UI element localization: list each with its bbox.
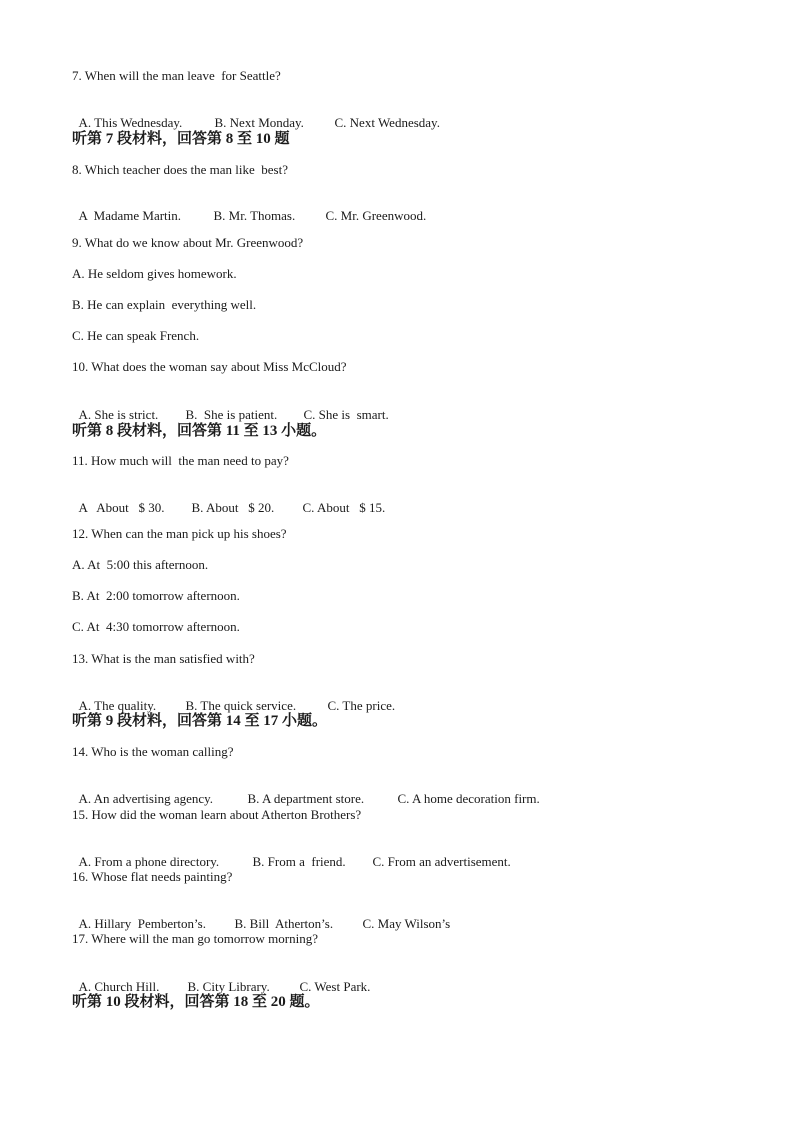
q9-option-a: A. He seldom gives homework. [72, 266, 237, 281]
question-15: 15. How did the woman learn about Atherton Brothers? [72, 807, 362, 822]
question-13-options [72, 682, 395, 714]
question-9: 9. What do we know about Mr. Greenwood? [72, 235, 304, 250]
question-11: 11. How much will the man need to pay? [72, 453, 289, 468]
question-17: 17. Where will the man go tomorrow morning? [72, 931, 318, 946]
q15-option-a: A. From a phone directory. [78, 854, 220, 869]
question-10-options [72, 391, 389, 423]
q15-option-b: B. From a friend. [252, 854, 346, 869]
q10-option-c: C. She is smart. [303, 407, 389, 422]
section-10-heading: 听第 10 段材料，回答第 18 至 20 题。 [72, 994, 320, 1010]
q12-option-a: A. At 5:00 this afternoon. [72, 557, 209, 572]
question-14-options [72, 775, 540, 807]
question-8: 8. Which teacher does the man like best? [72, 162, 288, 177]
question-17-options [72, 963, 370, 995]
q17-option-b: B. City Library. [187, 979, 270, 994]
q8-option-b: B. Mr. Thomas. [213, 208, 296, 223]
question-14: 14. Who is the woman calling? [72, 744, 234, 759]
q10-option-a: A. She is strict. [78, 407, 159, 422]
q14-option-c: C. A home decoration firm. [397, 791, 540, 806]
q13-option-b: B. The quick service. [185, 698, 297, 713]
question-10: 10. What does the woman say about Miss McCloud? [72, 359, 347, 374]
q16-option-c: C. May Wilson’s [362, 916, 451, 931]
q17-option-a: A. Church Hill. [78, 979, 160, 994]
question-13: 13. What is the man satisfied with? [72, 651, 255, 666]
q12-option-c: C. At 4:30 tomorrow afternoon. [72, 619, 240, 634]
q7-option-a: A. This Wednesday. [78, 115, 183, 130]
question-7-options [72, 99, 440, 131]
question-11-options [72, 484, 385, 516]
q16-option-b: B. Bill Atherton’s. [234, 916, 334, 931]
q8-option-c: C. Mr. Greenwood. [325, 208, 427, 223]
section-8-heading: 听第 8 段材料，回答第 11 至 13 小题。 [72, 423, 327, 439]
q10-option-b: B. She is patient. [185, 407, 278, 422]
q17-option-c: C. West Park. [299, 979, 371, 994]
q16-option-a: A. Hillary Pemberton’s. [78, 916, 206, 931]
q12-option-b: B. At 2:00 tomorrow afternoon. [72, 588, 240, 603]
q13-option-c: C. The price. [327, 698, 396, 713]
question-7: 7. When will the man leave for Seattle? [72, 68, 281, 83]
question-16: 16. Whose flat needs painting? [72, 869, 233, 884]
q11-option-c: C. About $ 15. [302, 500, 386, 515]
q9-option-c: C. He can speak French. [72, 328, 200, 343]
q14-option-a: A. An advertising agency. [78, 791, 214, 806]
question-8-options [72, 192, 426, 224]
question-15-options [72, 838, 511, 870]
section-9-heading: 听第 9 段材料，回答第 14 至 17 小题。 [72, 713, 328, 729]
q11-option-b: B. About $ 20. [191, 500, 275, 515]
q15-option-c: C. From an advertisement. [372, 854, 511, 869]
question-12: 12. When can the man pick up his shoes? [72, 526, 287, 541]
q14-option-b: B. A department store. [247, 791, 365, 806]
q7-option-c: C. Next Wednesday. [334, 115, 440, 130]
question-16-options [72, 900, 450, 932]
q9-option-b: B. He can explain everything well. [72, 297, 257, 312]
q8-option-a: A Madame Martin. [78, 208, 182, 223]
section-7-heading: 听第 7 段材料，回答第 8 至 10 题 [72, 131, 290, 147]
q7-option-b: B. Next Monday. [214, 115, 304, 130]
q13-option-a: A. The quality. [78, 698, 157, 713]
q11-option-a: A About $ 30. [78, 500, 165, 515]
